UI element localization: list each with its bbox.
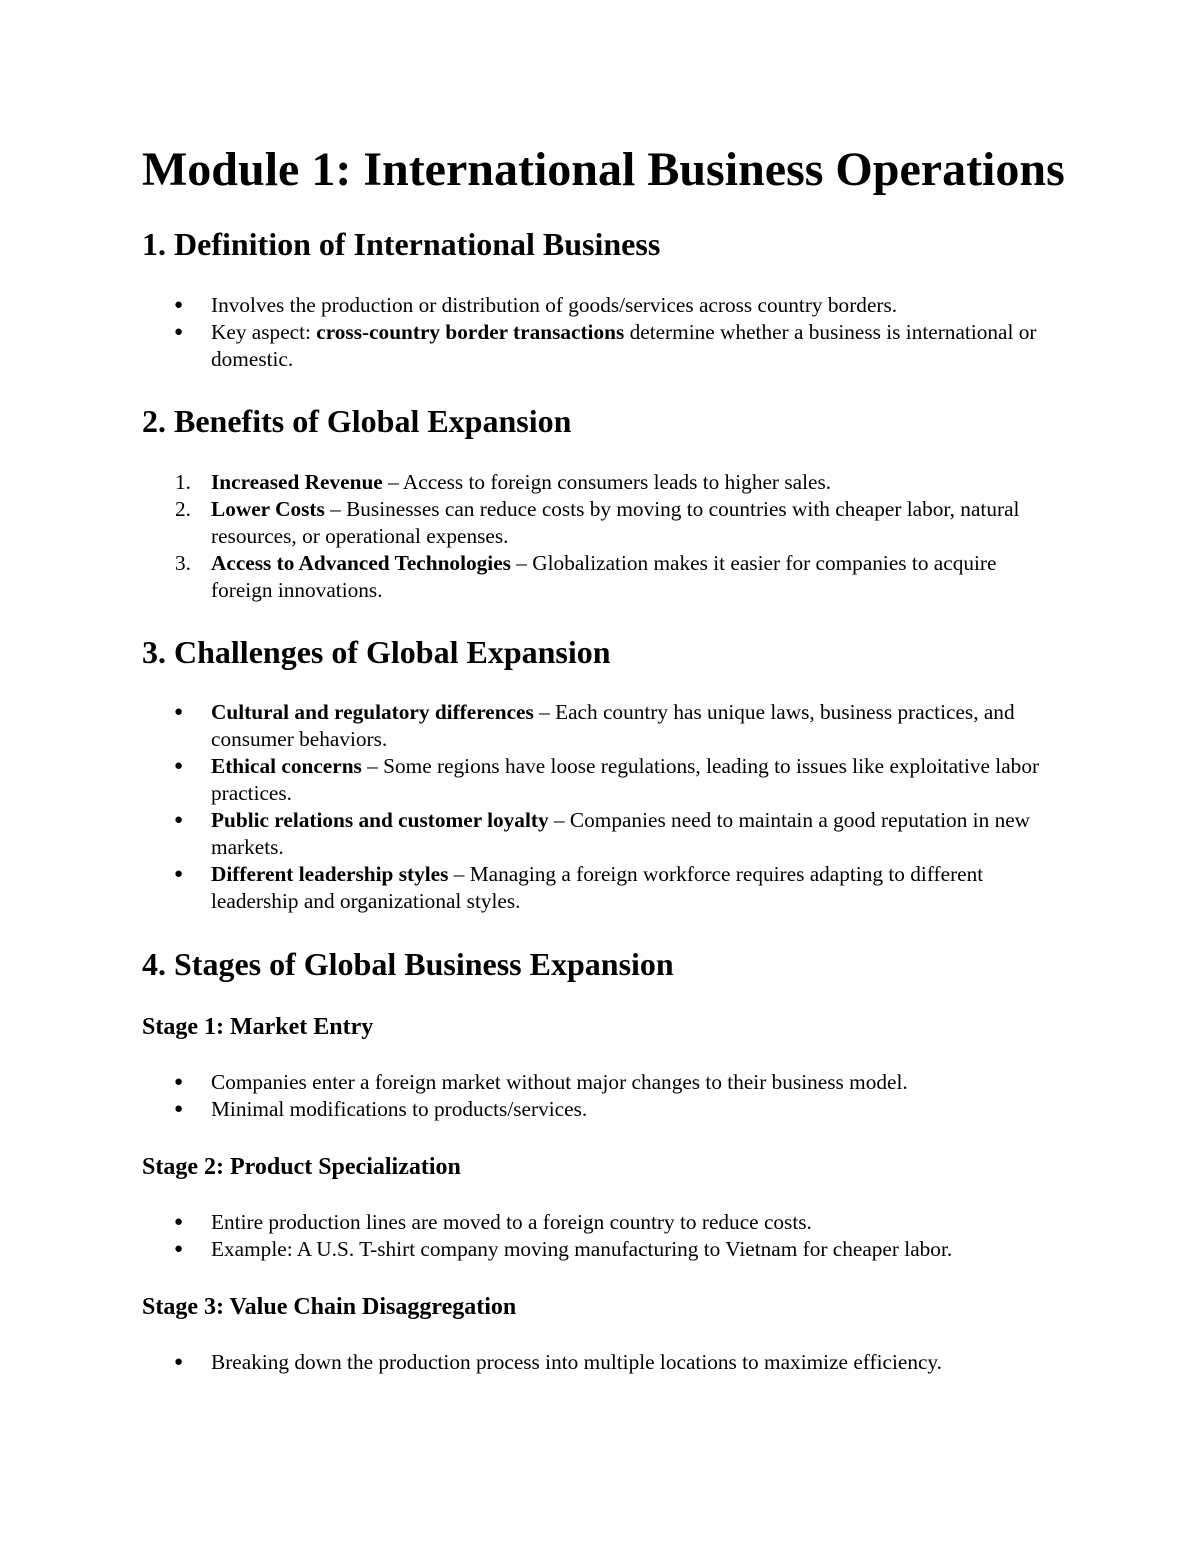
section-heading-definition: 1. Definition of International Business xyxy=(142,226,661,262)
challenges-list xyxy=(0,699,1061,915)
bullet-icon: ● xyxy=(174,1241,184,1257)
list-item xyxy=(0,699,1061,753)
bullet-icon: ● xyxy=(174,812,184,828)
list-item xyxy=(0,1349,1061,1376)
list-item-term: Lower Costs xyxy=(211,497,325,521)
stage-2-list xyxy=(0,1209,1061,1263)
list-item-text: – Globalization makes it easier for companies to acquire foreign innovations. xyxy=(211,551,997,602)
bullet-icon: ● xyxy=(174,1074,184,1090)
page-title: Module 1: International Business Operations xyxy=(142,143,1065,196)
list-number: 1. xyxy=(175,470,191,494)
list-item xyxy=(0,807,1061,861)
list-item-text: Minimal modifications to products/services. xyxy=(211,1097,588,1121)
list-item-term: Cultural and regulatory differences xyxy=(211,700,534,724)
list-item xyxy=(0,319,1061,373)
list-item xyxy=(0,861,1061,915)
list-item-text: Involves the production or distribution of goods/services across country borders. xyxy=(211,293,898,317)
list-item-text: Example: A U.S. T-shirt company moving manufacturing to Vietnam for cheaper labor. xyxy=(211,1237,953,1261)
list-item xyxy=(0,753,1061,807)
stage-heading-value-chain: Stage 3: Value Chain Disaggregation xyxy=(142,1294,517,1320)
list-number: 2. xyxy=(175,497,191,521)
section-heading-benefits: 2. Benefits of Global Expansion xyxy=(142,403,572,439)
list-item-text: Entire production lines are moved to a foreign country to reduce costs. xyxy=(211,1210,812,1234)
list-item-text: – Each country has unique laws, business practices, and consumer behaviors. xyxy=(211,700,1015,751)
list-item-term: Ethical concerns xyxy=(211,754,362,778)
list-item-term: Public relations and customer loyalty xyxy=(211,808,549,832)
list-item-text: – Managing a foreign workforce requires adapting to different leadership and organizational styles. xyxy=(211,862,984,913)
list-item-text: determine whether a business is international or domestic. xyxy=(211,320,1037,371)
bullet-icon: ● xyxy=(174,704,184,720)
bullet-icon: ● xyxy=(174,297,184,313)
section-heading-stages: 4. Stages of Global Business Expansion xyxy=(142,946,674,982)
stage-heading-product-specialization: Stage 2: Product Specialization xyxy=(142,1154,461,1180)
list-item xyxy=(0,496,1061,550)
list-item xyxy=(0,1209,1061,1236)
list-item-text: Companies enter a foreign market without major changes to their business model. xyxy=(211,1070,908,1094)
stage-3-list xyxy=(0,1349,1061,1376)
list-item-text: – Companies need to maintain a good reputation in new markets. xyxy=(211,808,1031,859)
list-item xyxy=(0,550,1061,604)
bullet-icon: ● xyxy=(174,758,184,774)
benefits-list xyxy=(0,469,1061,604)
list-item-text: Breaking down the production process into multiple locations to maximize efficiency. xyxy=(211,1350,943,1374)
stage-heading-market-entry: Stage 1: Market Entry xyxy=(142,1014,374,1040)
stage-1-list xyxy=(0,1069,1061,1123)
list-item-text: – Businesses can reduce costs by moving to countries with cheaper labor, natural resources, or operational expenses. xyxy=(211,497,1020,548)
list-item xyxy=(0,469,1061,496)
list-item-text: – Some regions have loose regulations, leading to issues like exploitative labor practices. xyxy=(211,754,1040,805)
list-item xyxy=(0,1236,1061,1263)
bullet-icon: ● xyxy=(174,1214,184,1230)
list-number: 3. xyxy=(175,551,191,575)
list-item-prefix: Key aspect: xyxy=(211,320,317,344)
list-item xyxy=(0,292,1061,319)
list-item-text: – Access to foreign consumers leads to higher sales. xyxy=(382,470,832,494)
list-item-term: Increased Revenue xyxy=(211,470,383,494)
list-item-term: Access to Advanced Technologies xyxy=(211,551,511,575)
list-item xyxy=(0,1096,1061,1123)
list-item-term: Different leadership styles xyxy=(211,862,449,886)
list-item-term: cross-country border transactions xyxy=(316,320,625,344)
bullet-icon: ● xyxy=(174,324,184,340)
section-heading-challenges: 3. Challenges of Global Expansion xyxy=(142,634,611,670)
bullet-icon: ● xyxy=(174,1101,184,1117)
definition-list xyxy=(0,292,1061,373)
list-item xyxy=(0,1069,1061,1096)
bullet-icon: ● xyxy=(174,1354,184,1370)
bullet-icon: ● xyxy=(174,866,184,882)
